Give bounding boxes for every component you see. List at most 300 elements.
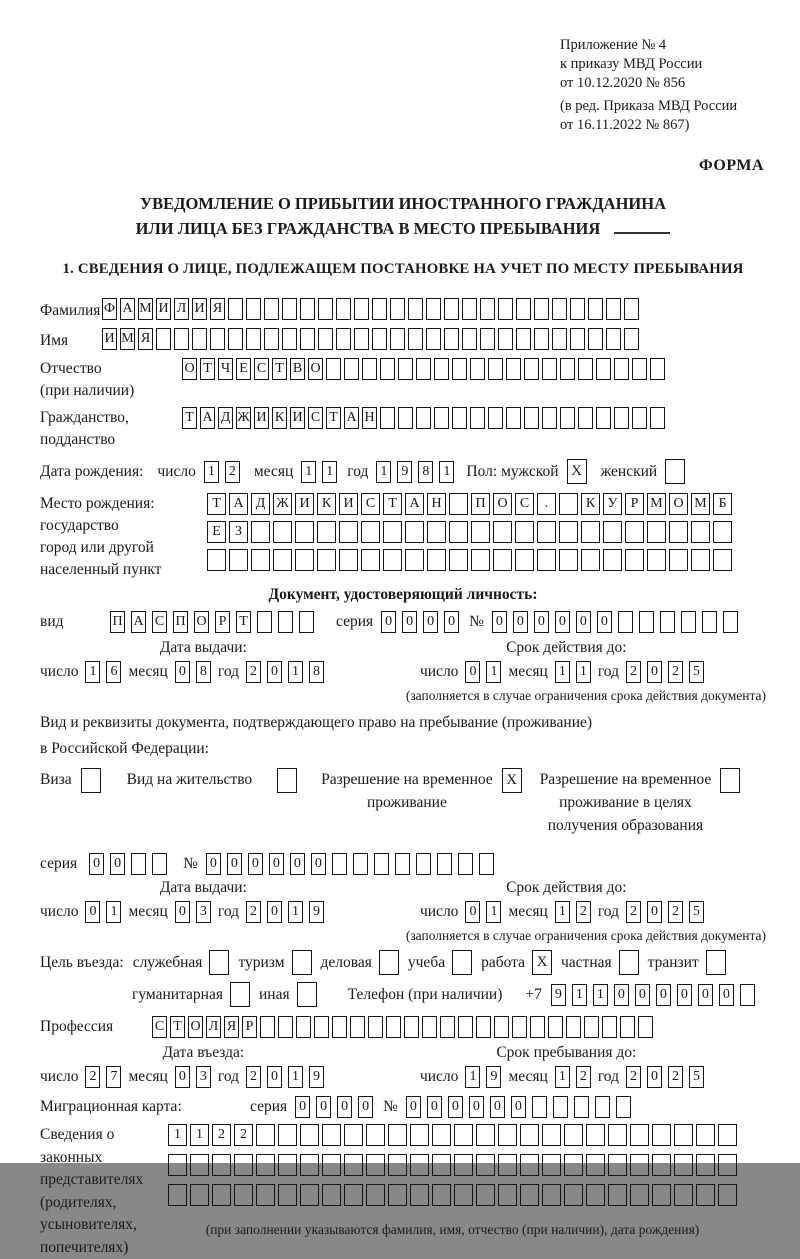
char-box[interactable]: Р bbox=[215, 611, 230, 633]
char-box[interactable]: 0 bbox=[85, 901, 100, 923]
char-box[interactable] bbox=[300, 328, 315, 350]
char-box[interactable]: К bbox=[581, 493, 600, 515]
char-box[interactable] bbox=[608, 1154, 627, 1176]
char-box[interactable] bbox=[606, 298, 621, 320]
char-box[interactable] bbox=[440, 1016, 455, 1038]
char-box[interactable] bbox=[410, 1154, 429, 1176]
char-box[interactable] bbox=[480, 298, 495, 320]
char-box[interactable]: 1 bbox=[204, 461, 219, 483]
purpose-tourism-checkbox[interactable] bbox=[292, 950, 312, 975]
char-box[interactable]: С bbox=[152, 611, 167, 633]
char-box[interactable]: 0 bbox=[647, 1066, 662, 1088]
char-box[interactable]: Ч bbox=[218, 358, 233, 380]
char-box[interactable] bbox=[494, 1016, 509, 1038]
char-box[interactable] bbox=[174, 328, 189, 350]
char-box[interactable]: 0 bbox=[635, 984, 650, 1006]
char-box[interactable] bbox=[299, 611, 314, 633]
char-box[interactable] bbox=[278, 1154, 297, 1176]
char-box[interactable] bbox=[350, 1016, 365, 1038]
char-box[interactable] bbox=[300, 298, 315, 320]
char-box[interactable] bbox=[318, 328, 333, 350]
char-box[interactable] bbox=[534, 328, 549, 350]
char-box[interactable]: П bbox=[471, 493, 490, 515]
char-box[interactable] bbox=[603, 521, 622, 543]
char-box[interactable]: 1 bbox=[486, 901, 501, 923]
char-box[interactable]: А bbox=[200, 407, 215, 429]
char-box[interactable] bbox=[332, 853, 347, 875]
char-box[interactable]: 1 bbox=[190, 1124, 209, 1146]
char-box[interactable]: 1 bbox=[85, 661, 100, 683]
char-box[interactable] bbox=[650, 358, 665, 380]
char-box[interactable] bbox=[416, 853, 431, 875]
char-box[interactable] bbox=[190, 1184, 209, 1206]
char-box[interactable] bbox=[386, 1016, 401, 1038]
char-box[interactable]: 0 bbox=[175, 901, 190, 923]
char-box[interactable] bbox=[408, 328, 423, 350]
char-box[interactable]: С bbox=[152, 1016, 167, 1038]
char-box[interactable]: И bbox=[156, 298, 171, 320]
char-box[interactable] bbox=[713, 549, 732, 571]
char-box[interactable]: 2 bbox=[246, 661, 261, 683]
char-box[interactable]: Т bbox=[182, 407, 197, 429]
char-box[interactable]: 1 bbox=[572, 984, 587, 1006]
purpose-official-checkbox[interactable] bbox=[209, 950, 229, 975]
char-box[interactable] bbox=[652, 1154, 671, 1176]
char-box[interactable]: 1 bbox=[465, 1066, 480, 1088]
char-box[interactable] bbox=[295, 549, 314, 571]
char-box[interactable] bbox=[581, 549, 600, 571]
char-box[interactable] bbox=[520, 1124, 539, 1146]
char-box[interactable] bbox=[212, 1154, 231, 1176]
char-box[interactable] bbox=[344, 1124, 363, 1146]
char-box[interactable] bbox=[586, 1154, 605, 1176]
char-box[interactable]: А bbox=[405, 493, 424, 515]
char-box[interactable] bbox=[614, 407, 629, 429]
char-box[interactable]: 1 bbox=[555, 661, 570, 683]
char-box[interactable] bbox=[488, 358, 503, 380]
char-box[interactable]: 0 bbox=[267, 901, 282, 923]
char-box[interactable] bbox=[691, 549, 710, 571]
char-box[interactable] bbox=[422, 1016, 437, 1038]
char-box[interactable]: 2 bbox=[234, 1124, 253, 1146]
char-box[interactable]: 0 bbox=[337, 1096, 352, 1118]
char-box[interactable] bbox=[718, 1154, 737, 1176]
char-box[interactable] bbox=[427, 549, 446, 571]
char-box[interactable] bbox=[652, 1184, 671, 1206]
char-box[interactable] bbox=[256, 1184, 275, 1206]
char-box[interactable] bbox=[498, 328, 513, 350]
char-box[interactable] bbox=[560, 358, 575, 380]
char-box[interactable]: 0 bbox=[511, 1096, 526, 1118]
char-box[interactable] bbox=[548, 1016, 563, 1038]
char-box[interactable]: 1 bbox=[376, 461, 391, 483]
char-box[interactable]: М bbox=[647, 493, 666, 515]
char-box[interactable] bbox=[362, 358, 377, 380]
char-box[interactable]: 9 bbox=[309, 901, 324, 923]
char-box[interactable] bbox=[553, 1096, 568, 1118]
char-box[interactable] bbox=[625, 521, 644, 543]
char-box[interactable] bbox=[404, 1016, 419, 1038]
char-box[interactable] bbox=[278, 1184, 297, 1206]
sex-female-checkbox[interactable] bbox=[665, 459, 685, 484]
char-box[interactable]: С bbox=[361, 493, 380, 515]
char-box[interactable] bbox=[390, 298, 405, 320]
char-box[interactable] bbox=[512, 1016, 527, 1038]
char-box[interactable] bbox=[256, 1124, 275, 1146]
char-box[interactable] bbox=[410, 1184, 429, 1206]
char-box[interactable] bbox=[246, 328, 261, 350]
char-box[interactable] bbox=[322, 1184, 341, 1206]
char-box[interactable] bbox=[432, 1154, 451, 1176]
char-box[interactable] bbox=[416, 407, 431, 429]
char-box[interactable]: И bbox=[295, 493, 314, 515]
char-box[interactable] bbox=[251, 549, 270, 571]
char-box[interactable] bbox=[168, 1184, 187, 1206]
char-box[interactable]: 0 bbox=[597, 611, 612, 633]
char-box[interactable] bbox=[229, 549, 248, 571]
purpose-transit-checkbox[interactable] bbox=[706, 950, 726, 975]
char-box[interactable] bbox=[452, 407, 467, 429]
char-box[interactable] bbox=[246, 298, 261, 320]
char-box[interactable] bbox=[740, 984, 755, 1006]
purpose-other-checkbox[interactable] bbox=[297, 982, 317, 1007]
char-box[interactable] bbox=[596, 358, 611, 380]
rvp-edu-checkbox[interactable] bbox=[720, 768, 740, 793]
char-box[interactable]: 0 bbox=[513, 611, 528, 633]
char-box[interactable] bbox=[454, 1154, 473, 1176]
char-box[interactable]: О bbox=[194, 611, 209, 633]
char-box[interactable] bbox=[426, 298, 441, 320]
char-box[interactable]: 0 bbox=[227, 853, 242, 875]
char-box[interactable]: 2 bbox=[668, 901, 683, 923]
char-box[interactable] bbox=[586, 1124, 605, 1146]
char-box[interactable] bbox=[493, 549, 512, 571]
char-box[interactable]: 0 bbox=[534, 611, 549, 633]
char-box[interactable]: 9 bbox=[486, 1066, 501, 1088]
char-box[interactable]: 1 bbox=[288, 1066, 303, 1088]
char-box[interactable]: Ж bbox=[273, 493, 292, 515]
char-box[interactable] bbox=[520, 1154, 539, 1176]
char-box[interactable]: 3 bbox=[196, 1066, 211, 1088]
char-box[interactable] bbox=[234, 1154, 253, 1176]
char-box[interactable] bbox=[317, 549, 336, 571]
char-box[interactable]: Е bbox=[236, 358, 251, 380]
char-box[interactable]: Т bbox=[326, 407, 341, 429]
char-box[interactable]: Н bbox=[427, 493, 446, 515]
char-box[interactable] bbox=[674, 1184, 693, 1206]
char-box[interactable] bbox=[278, 611, 293, 633]
char-box[interactable] bbox=[570, 298, 585, 320]
char-box[interactable]: 2 bbox=[576, 1066, 591, 1088]
char-box[interactable]: Ж bbox=[236, 407, 251, 429]
char-box[interactable] bbox=[354, 298, 369, 320]
char-box[interactable] bbox=[630, 1124, 649, 1146]
char-box[interactable] bbox=[395, 853, 410, 875]
char-box[interactable]: Л bbox=[174, 298, 189, 320]
char-box[interactable]: 0 bbox=[290, 853, 305, 875]
char-box[interactable]: 0 bbox=[647, 661, 662, 683]
char-box[interactable] bbox=[380, 358, 395, 380]
char-box[interactable] bbox=[616, 1096, 631, 1118]
char-box[interactable] bbox=[570, 328, 585, 350]
char-box[interactable] bbox=[542, 1124, 561, 1146]
char-box[interactable]: 0 bbox=[311, 853, 326, 875]
char-box[interactable] bbox=[624, 328, 639, 350]
char-box[interactable]: 1 bbox=[593, 984, 608, 1006]
char-box[interactable]: 0 bbox=[175, 1066, 190, 1088]
char-box[interactable]: К bbox=[272, 407, 287, 429]
char-box[interactable] bbox=[532, 1096, 547, 1118]
char-box[interactable] bbox=[542, 358, 557, 380]
char-box[interactable]: 0 bbox=[269, 853, 284, 875]
char-box[interactable] bbox=[390, 328, 405, 350]
char-box[interactable] bbox=[552, 298, 567, 320]
char-box[interactable] bbox=[427, 521, 446, 543]
char-box[interactable] bbox=[190, 1154, 209, 1176]
char-box[interactable]: 5 bbox=[689, 901, 704, 923]
char-box[interactable]: Е bbox=[207, 521, 226, 543]
char-box[interactable] bbox=[537, 549, 556, 571]
char-box[interactable] bbox=[383, 549, 402, 571]
char-box[interactable] bbox=[454, 1124, 473, 1146]
char-box[interactable] bbox=[372, 298, 387, 320]
char-box[interactable] bbox=[374, 853, 389, 875]
char-box[interactable] bbox=[574, 1096, 589, 1118]
char-box[interactable] bbox=[416, 358, 431, 380]
char-box[interactable]: А bbox=[131, 611, 146, 633]
char-box[interactable]: М bbox=[691, 493, 710, 515]
char-box[interactable] bbox=[426, 328, 441, 350]
char-box[interactable] bbox=[534, 298, 549, 320]
char-box[interactable]: Т bbox=[170, 1016, 185, 1038]
char-box[interactable]: 2 bbox=[576, 901, 591, 923]
char-box[interactable]: П bbox=[173, 611, 188, 633]
char-box[interactable] bbox=[388, 1154, 407, 1176]
char-box[interactable] bbox=[718, 1124, 737, 1146]
char-box[interactable]: 7 bbox=[106, 1066, 121, 1088]
char-box[interactable] bbox=[388, 1184, 407, 1206]
char-box[interactable]: И bbox=[339, 493, 358, 515]
char-box[interactable]: Т bbox=[200, 358, 215, 380]
char-box[interactable] bbox=[564, 1184, 583, 1206]
char-box[interactable] bbox=[295, 521, 314, 543]
char-box[interactable] bbox=[639, 611, 654, 633]
char-box[interactable]: 1 bbox=[555, 1066, 570, 1088]
char-box[interactable] bbox=[322, 1124, 341, 1146]
char-box[interactable]: И bbox=[102, 328, 117, 350]
char-box[interactable] bbox=[578, 358, 593, 380]
char-box[interactable] bbox=[444, 298, 459, 320]
char-box[interactable] bbox=[458, 1016, 473, 1038]
char-box[interactable] bbox=[405, 521, 424, 543]
char-box[interactable]: 0 bbox=[423, 611, 438, 633]
char-box[interactable]: Д bbox=[251, 493, 270, 515]
char-box[interactable]: И bbox=[192, 298, 207, 320]
char-box[interactable] bbox=[480, 328, 495, 350]
char-box[interactable] bbox=[471, 521, 490, 543]
char-box[interactable] bbox=[625, 549, 644, 571]
char-box[interactable]: 1 bbox=[555, 901, 570, 923]
char-box[interactable] bbox=[410, 1124, 429, 1146]
char-box[interactable] bbox=[578, 407, 593, 429]
char-box[interactable]: 1 bbox=[288, 901, 303, 923]
char-box[interactable] bbox=[368, 1016, 383, 1038]
char-box[interactable] bbox=[581, 521, 600, 543]
char-box[interactable]: 9 bbox=[397, 461, 412, 483]
char-box[interactable] bbox=[398, 358, 413, 380]
purpose-business-checkbox[interactable] bbox=[379, 950, 399, 975]
char-box[interactable]: Я bbox=[138, 328, 153, 350]
char-box[interactable]: О bbox=[182, 358, 197, 380]
char-box[interactable]: 0 bbox=[490, 1096, 505, 1118]
char-box[interactable] bbox=[669, 521, 688, 543]
char-box[interactable] bbox=[537, 521, 556, 543]
char-box[interactable]: 0 bbox=[448, 1096, 463, 1118]
char-box[interactable] bbox=[681, 611, 696, 633]
char-box[interactable]: 2 bbox=[212, 1124, 231, 1146]
char-box[interactable]: Ф bbox=[102, 298, 117, 320]
char-box[interactable]: 1 bbox=[168, 1124, 187, 1146]
char-box[interactable] bbox=[336, 328, 351, 350]
char-box[interactable] bbox=[566, 1016, 581, 1038]
char-box[interactable] bbox=[524, 407, 539, 429]
char-box[interactable] bbox=[595, 1096, 610, 1118]
char-box[interactable]: Р bbox=[242, 1016, 257, 1038]
char-box[interactable] bbox=[630, 1154, 649, 1176]
char-box[interactable] bbox=[696, 1154, 715, 1176]
char-box[interactable]: 3 bbox=[196, 901, 211, 923]
char-box[interactable]: С bbox=[308, 407, 323, 429]
char-box[interactable] bbox=[630, 1184, 649, 1206]
char-box[interactable] bbox=[366, 1184, 385, 1206]
char-box[interactable] bbox=[718, 1184, 737, 1206]
char-box[interactable] bbox=[437, 853, 452, 875]
char-box[interactable]: 1 bbox=[288, 661, 303, 683]
char-box[interactable]: Л bbox=[206, 1016, 221, 1038]
char-box[interactable]: Я bbox=[224, 1016, 239, 1038]
char-box[interactable] bbox=[278, 1016, 293, 1038]
char-box[interactable] bbox=[542, 1154, 561, 1176]
char-box[interactable] bbox=[278, 1124, 297, 1146]
char-box[interactable] bbox=[608, 1184, 627, 1206]
char-box[interactable]: 2 bbox=[246, 901, 261, 923]
char-box[interactable]: 0 bbox=[444, 611, 459, 633]
char-box[interactable] bbox=[256, 1154, 275, 1176]
char-box[interactable] bbox=[564, 1124, 583, 1146]
char-box[interactable] bbox=[632, 407, 647, 429]
char-box[interactable] bbox=[691, 521, 710, 543]
char-box[interactable] bbox=[449, 549, 468, 571]
char-box[interactable] bbox=[366, 1124, 385, 1146]
purpose-private-checkbox[interactable] bbox=[619, 950, 639, 975]
char-box[interactable] bbox=[620, 1016, 635, 1038]
rvp-checkbox[interactable]: X bbox=[502, 768, 522, 793]
char-box[interactable] bbox=[273, 521, 292, 543]
char-box[interactable] bbox=[300, 1154, 319, 1176]
char-box[interactable] bbox=[559, 549, 578, 571]
char-box[interactable] bbox=[380, 407, 395, 429]
purpose-work-checkbox[interactable]: X bbox=[532, 950, 552, 975]
char-box[interactable] bbox=[300, 1124, 319, 1146]
char-box[interactable] bbox=[388, 1124, 407, 1146]
char-box[interactable] bbox=[618, 611, 633, 633]
char-box[interactable] bbox=[624, 298, 639, 320]
char-box[interactable]: 0 bbox=[427, 1096, 442, 1118]
char-box[interactable] bbox=[498, 298, 513, 320]
char-box[interactable]: О bbox=[188, 1016, 203, 1038]
char-box[interactable]: 5 bbox=[689, 1066, 704, 1088]
char-box[interactable]: М bbox=[138, 298, 153, 320]
char-box[interactable]: 0 bbox=[402, 611, 417, 633]
char-box[interactable]: 0 bbox=[175, 661, 190, 683]
char-box[interactable] bbox=[559, 493, 578, 515]
purpose-study-checkbox[interactable] bbox=[452, 950, 472, 975]
char-box[interactable] bbox=[318, 298, 333, 320]
char-box[interactable] bbox=[432, 1184, 451, 1206]
char-box[interactable] bbox=[506, 358, 521, 380]
char-box[interactable] bbox=[336, 298, 351, 320]
char-box[interactable] bbox=[702, 611, 717, 633]
char-box[interactable] bbox=[207, 549, 226, 571]
char-box[interactable] bbox=[524, 358, 539, 380]
char-box[interactable] bbox=[314, 1016, 329, 1038]
char-box[interactable] bbox=[470, 358, 485, 380]
char-box[interactable]: 0 bbox=[267, 661, 282, 683]
char-box[interactable] bbox=[260, 1016, 275, 1038]
char-box[interactable] bbox=[168, 1154, 187, 1176]
char-box[interactable] bbox=[530, 1016, 545, 1038]
char-box[interactable] bbox=[354, 328, 369, 350]
char-box[interactable] bbox=[454, 1184, 473, 1206]
char-box[interactable] bbox=[552, 328, 567, 350]
char-box[interactable] bbox=[602, 1016, 617, 1038]
char-box[interactable] bbox=[339, 521, 358, 543]
char-box[interactable] bbox=[638, 1016, 653, 1038]
char-box[interactable]: В bbox=[290, 358, 305, 380]
char-box[interactable]: Т bbox=[383, 493, 402, 515]
char-box[interactable] bbox=[434, 358, 449, 380]
char-box[interactable]: О bbox=[669, 493, 688, 515]
char-box[interactable] bbox=[332, 1016, 347, 1038]
char-box[interactable] bbox=[488, 407, 503, 429]
char-box[interactable] bbox=[506, 407, 521, 429]
char-box[interactable]: Т bbox=[207, 493, 226, 515]
char-box[interactable] bbox=[652, 1124, 671, 1146]
char-box[interactable] bbox=[516, 328, 531, 350]
char-box[interactable]: С bbox=[254, 358, 269, 380]
char-box[interactable]: 0 bbox=[614, 984, 629, 1006]
char-box[interactable]: 0 bbox=[698, 984, 713, 1006]
char-box[interactable] bbox=[476, 1124, 495, 1146]
char-box[interactable]: П bbox=[110, 611, 125, 633]
char-box[interactable] bbox=[471, 549, 490, 571]
char-box[interactable] bbox=[542, 1184, 561, 1206]
char-box[interactable] bbox=[326, 358, 341, 380]
char-box[interactable]: А bbox=[229, 493, 248, 515]
char-box[interactable]: 1 bbox=[106, 901, 121, 923]
char-box[interactable] bbox=[282, 328, 297, 350]
char-box[interactable] bbox=[282, 298, 297, 320]
char-box[interactable] bbox=[405, 549, 424, 571]
char-box[interactable] bbox=[470, 407, 485, 429]
char-box[interactable] bbox=[212, 1184, 231, 1206]
char-box[interactable]: З bbox=[229, 521, 248, 543]
char-box[interactable] bbox=[344, 358, 359, 380]
char-box[interactable] bbox=[674, 1154, 693, 1176]
char-box[interactable] bbox=[606, 328, 621, 350]
char-box[interactable] bbox=[632, 358, 647, 380]
char-box[interactable]: 1 bbox=[439, 461, 454, 483]
